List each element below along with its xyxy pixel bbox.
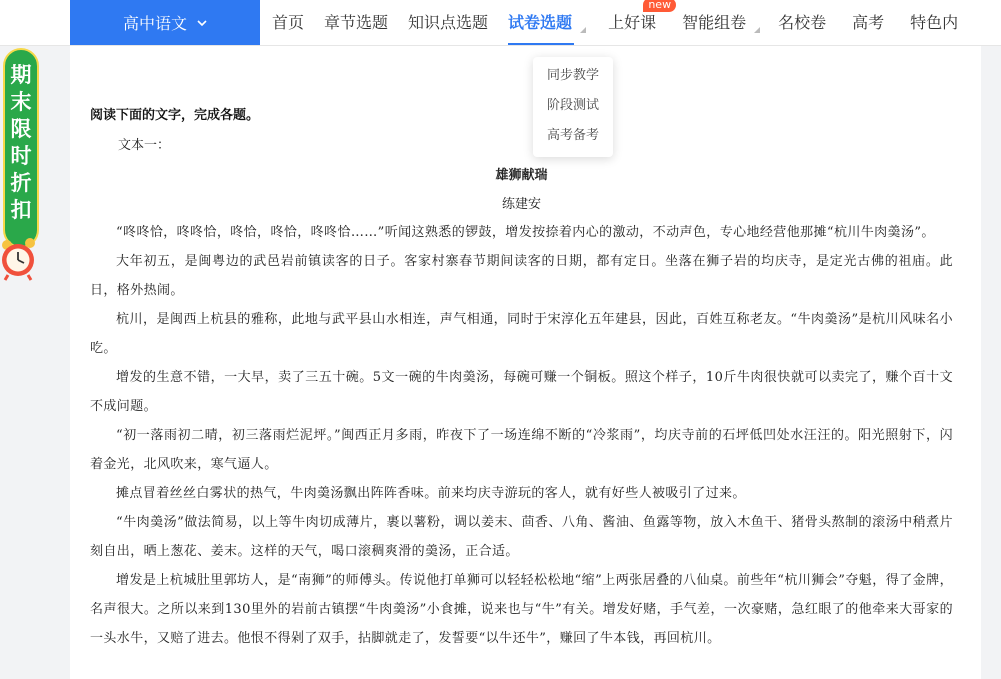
paragraph: 增发的生意不错，一大早，卖了三五十碗。5文一碗的牛肉羮汤，每碗可赚一个铜板。照这个样子，10斤牛肉很快就可以卖完了，赚个百十文不成问题。 bbox=[90, 370, 953, 414]
top-nav-bar bbox=[0, 0, 1001, 46]
paragraph: “牛肉羮汤”做法简易，以上等牛肉切成薄片，裹以薯粉，调以姜末、茴香、八角、酱油、鱼露等物，放入木鱼干、猪骨头熬制的滚汤中稍煮片刻自出，晒上葱花、姜末。这样的天气，喝口滚稠爽滑的羮汤，正合适。 bbox=[90, 515, 953, 559]
nav-special[interactable] bbox=[900, 0, 968, 45]
nav-knowledge-select-label: 知识点选题 bbox=[408, 13, 489, 32]
subject-label: 高中语文 bbox=[122, 14, 187, 33]
nav-special-label: 特色内 bbox=[910, 13, 959, 32]
paragraph: 大年初五，是闽粤边的武邑岩前镇读客的日子。客家村寨春节期间读客的日期，都有定日。坐落在狮子岩的均庆寺，是定光古佛的祖庙。此日，格外热闹。 bbox=[90, 254, 953, 298]
paragraph: “咚咚恰，咚咚恰，咚恰，咚恰，咚咚恰……”听闻这熟悉的锣鼓，增发按捺着内心的激动，不动声色，专心地经营他那摊“杭川牛肉羮汤”。 bbox=[116, 225, 935, 240]
nav-famous-school-label: 名校卷 bbox=[778, 13, 827, 32]
article-body bbox=[90, 218, 953, 653]
promo-text: 期 末 限 时 折 扣 bbox=[10, 63, 32, 222]
dropdown-item-gaokao-prep[interactable]: 高考备考 bbox=[546, 128, 599, 143]
paragraph: “初一落雨初二晴，初三落雨烂泥坪。”闽西正月多雨，昨夜下了一场连绵不断的“冷浆雨”，均庆寺前的石坪低凹处水汪汪的。阳光照射下，闪着金光，北风吹来，寒气逼人。 bbox=[90, 428, 953, 472]
new-badge: new bbox=[643, 0, 676, 12]
chevron-down-icon bbox=[197, 18, 207, 28]
paragraph: 摊点冒着丝丝白雾状的热气，牛肉羮汤飘出阵阵香味。前来均庆寺游玩的客人，就有好些人被吸引了过来。 bbox=[116, 486, 746, 501]
question-content-card bbox=[70, 46, 981, 679]
paper-select-dropdown bbox=[533, 57, 613, 157]
nav-home[interactable] bbox=[262, 0, 314, 45]
paragraph: 增发是上杭城肚里郭坊人，是“南狮”的师傅头。传说他打单狮可以轻轻松松地“缩”上两张居叠的八仙桌。前些年“杭川狮会”夺魁，得了金牌，名声很大。之所以来到130里外的岩前古镇摆“牛肉羮汤”小食摊，说来也与“牛”有关。增发好赌，手气差，一次豪赌，急红眼了的他牵来大哥家的一头水牛，又赔了进去。他恨不得剁了双手，拈脚就走了，发誓要“以牛还牛”，赚回了牛本钱，再回杭川。 bbox=[90, 573, 953, 646]
nav-paper-select[interactable] bbox=[498, 0, 588, 45]
article-author: 练建安 bbox=[501, 197, 541, 212]
dropdown-item-sync-teaching[interactable]: 同步教学 bbox=[546, 68, 599, 83]
question-instruction: 阅读下面的文字，完成各题。 bbox=[90, 108, 260, 123]
source-label: 文本一： bbox=[118, 138, 171, 153]
promo-band bbox=[3, 48, 39, 248]
nav-chapter-select-label: 章节选题 bbox=[324, 13, 389, 32]
nav-paper-select-label: 试卷选题 bbox=[508, 13, 573, 32]
dropdown-triangle-icon bbox=[754, 27, 760, 33]
dropdown-item-stage-test[interactable]: 阶段测试 bbox=[546, 98, 599, 113]
nav-gaokao[interactable] bbox=[842, 0, 894, 45]
nav-smart-compose[interactable] bbox=[672, 0, 762, 45]
dropdown-triangle-icon bbox=[580, 27, 586, 33]
alarm-clock-icon bbox=[0, 233, 40, 283]
nav-famous-school[interactable] bbox=[768, 0, 836, 45]
nav-good-class-label: 上好课 bbox=[608, 13, 657, 32]
nav-knowledge-select[interactable] bbox=[398, 0, 498, 45]
subject-selector[interactable] bbox=[70, 0, 260, 45]
promo-banner[interactable] bbox=[0, 48, 42, 286]
paragraph: 杭川，是闽西上杭县的雅称，此地与武平县山水相连，声气相通，同时于宋淳化五年建县，因此，百姓互称老友。“牛肉羮汤”是杭川风味名小吃。 bbox=[90, 312, 953, 356]
nav-gaokao-label: 高考 bbox=[852, 13, 885, 32]
main-nav bbox=[262, 0, 968, 45]
article-title: 雄狮献瑞 bbox=[495, 168, 548, 183]
nav-smart-compose-label: 智能组卷 bbox=[682, 13, 747, 32]
nav-home-label: 首页 bbox=[272, 13, 305, 32]
nav-good-class[interactable] bbox=[598, 0, 672, 45]
nav-chapter-select[interactable] bbox=[314, 0, 398, 45]
